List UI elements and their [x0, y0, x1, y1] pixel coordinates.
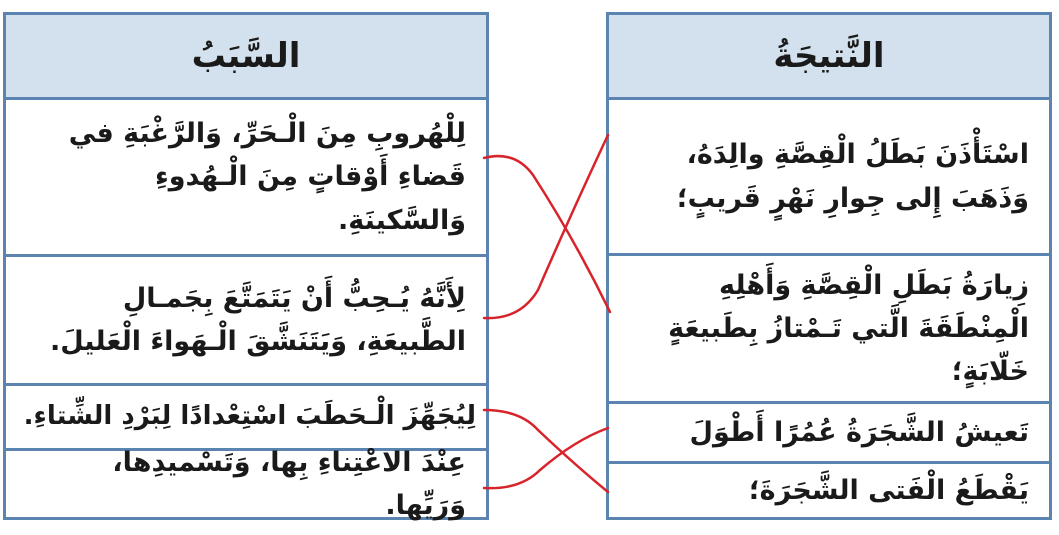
effect-text-2: زِيارَةُ بَطَلِ الْقِصَّةِ وَأَهْلِهِ الْمِنْطَقَةَ الَّتي تَـمْتازُ بِطَبيعَةٍ خَلّابَةٍ؛ [668, 269, 1029, 388]
cause-text-3: لِيُجَهِّزَ الْـحَطَبَ اسْتِعْدادًا لِبَرْدِ الشِّتاءِ. [23, 401, 476, 432]
connector-line-4 [484, 428, 608, 488]
effect-cell-2[interactable] [609, 253, 1049, 401]
effect-cell-3[interactable] [609, 401, 1049, 461]
cause-table [3, 12, 489, 520]
cause-table-header [6, 15, 486, 97]
connector-line-1 [484, 156, 610, 312]
effect-table [606, 12, 1052, 520]
cause-cell-2[interactable] [6, 254, 486, 383]
cause-cell-3[interactable] [6, 383, 486, 448]
effect-header-label: النَّتيجَةُ [773, 36, 885, 76]
cause-cell-1[interactable] [6, 97, 486, 254]
cause-text-2: لِأَنَّهُ يُـحِبُّ أَنْ يَتَمَتَّعَ بِجَمـالِ الطَّبيعَةِ، وَيَتَنَشَّقَ الْـهَواءَ الْعَليلَ. [49, 282, 466, 357]
effect-text-1: اسْتَأْذَنَ بَطَلُ الْقِصَّةِ والِدَهُ، وَذَهَبَ إِلى جِوارِ نَهْرٍ قَريبٍ؛ [676, 139, 1029, 214]
cause-text-1: لِلْهُروبِ مِنَ الْـحَرِّ، وَالرَّغْبَةِ في قَضاءِ أَوْقاتٍ مِنَ الْـهُدوءِ وَالسَّكينَةِ. [68, 118, 466, 236]
cause-header-label: السَّبَبُ [191, 36, 301, 76]
connector-line-3 [484, 410, 608, 492]
connector-line-2 [484, 135, 608, 318]
effect-cell-1[interactable] [609, 97, 1049, 253]
effect-text-4: يَقْطَعُ الْفَتى الشَّجَرَةَ؛ [748, 474, 1029, 506]
cause-text-4: عِنْدَ الاعْتِناءِ بِها، وَتَسْميدِها، وَرَيِّها. [112, 446, 466, 521]
effect-cell-4[interactable] [609, 461, 1049, 517]
effect-table-header [609, 15, 1049, 97]
cause-cell-4[interactable] [6, 446, 486, 521]
effect-text-3: تَعيشُ الشَّجَرَةُ عُمُرًا أَطْوَلَ [689, 416, 1029, 448]
